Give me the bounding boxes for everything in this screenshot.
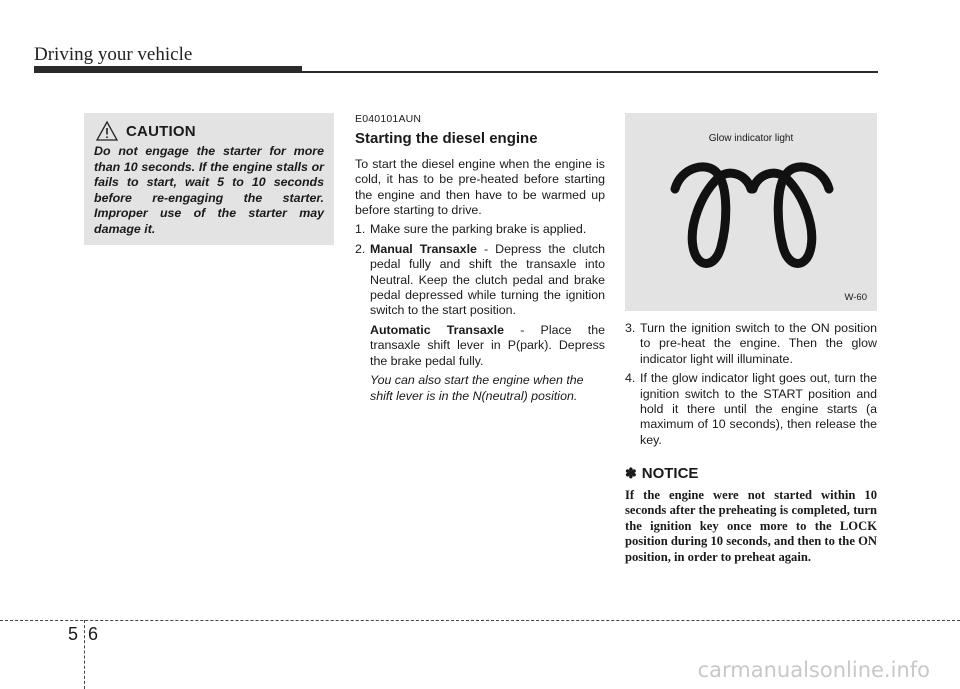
caution-title: CAUTION [126, 122, 196, 140]
step-2-label: Manual Transaxle [370, 241, 477, 256]
step-1-number: 1. [355, 222, 366, 237]
watermark: carmanualsonline.info [697, 658, 930, 682]
step-1-text: Make sure the parking brake is applied. [370, 222, 587, 237]
warning-triangle-icon [96, 121, 118, 141]
step-3-number: 3. [625, 321, 636, 335]
caution-text: Do not engage the starter for more than 10 seconds. If the engine stalls or fails to start, wait 5 to 10 seconds before re-engaging the starter. Improper use of the starter may damage it. [94, 144, 324, 236]
step-1 [355, 222, 605, 237]
step-2-number: 2. [355, 241, 366, 256]
page-number: 6 [88, 624, 99, 644]
notice-heading [625, 466, 877, 481]
section-title: Starting the diesel engine [355, 130, 538, 148]
automatic-transaxle-text: - Place the transaxle shift lever in P(park). Depress the brake pedal fully. [370, 322, 605, 368]
notice-text: If the engine were not started within 10 seconds after the preheating is completed, turn the ignition key once more to the LOCK position during 10 seconds, and then to the ON position, in order to preheat again. [625, 487, 877, 565]
figure-caption: Glow indicator light [708, 133, 794, 144]
neutral-note: You can also start the engine when the shift lever is in the N(neutral) position. [370, 373, 584, 403]
middle-column [355, 112, 605, 404]
notice-title: NOTICE [641, 465, 699, 483]
section-intro: To start the diesel engine when the engine is cold, it has to be pre-heated before starting the engine and then have to be warmed up before starting to drive. [355, 156, 605, 218]
glow-indicator-figure [625, 113, 877, 311]
footer-line [0, 620, 960, 621]
step-2-text: - Depress the clutch pedal fully and shift the transaxle into Neutral. Keep the clutch pedal and brake pedal depressed while turning the ignition switch to the start position. [370, 241, 605, 318]
caution-box [84, 113, 334, 245]
caution-heading [94, 121, 324, 141]
step-3-text: Turn the ignition switch to the ON position to pre-heat the engine. Then the glow indicator light will illuminate. [640, 321, 877, 366]
notice-star-icon: ✽ [625, 465, 637, 482]
page-chapter-number: 5 [68, 624, 79, 644]
step-4 [625, 371, 877, 448]
step-4-text: If the glow indicator light goes out, turn the ignition switch to the START position and hold it there until the engine starts (a maximum of 10 seconds), then release the key. [640, 371, 877, 447]
glow-plug-indicator-icon [667, 155, 837, 275]
step-4-number: 4. [625, 371, 636, 386]
page-header-title: Driving your vehicle [34, 44, 193, 65]
step-2-body [370, 242, 605, 319]
header-bar-thin [302, 71, 878, 73]
header-bar-thick [34, 66, 302, 73]
figure-code: W-60 [844, 292, 867, 303]
section-code: E040101AUN [355, 113, 422, 125]
automatic-transaxle-label: Automatic Transaxle [370, 322, 504, 337]
step-3 [625, 321, 877, 367]
right-column [625, 317, 877, 566]
footer-vertical-line [84, 620, 85, 689]
step-2 [355, 242, 605, 319]
automatic-transaxle-para [370, 323, 605, 369]
